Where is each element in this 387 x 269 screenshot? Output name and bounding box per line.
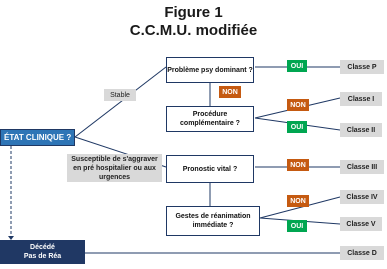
class-iii: Classe III	[340, 160, 384, 174]
answer-non-psy: NON	[219, 86, 241, 98]
answer-non-prognosis: NON	[287, 159, 309, 171]
class-i: Classe I	[340, 92, 382, 106]
death-line-2: Pas de Réa	[23, 253, 62, 260]
question-gestures-box: Gestes de réanimation immédiate ?	[166, 206, 260, 236]
answer-non-procedure: NON	[287, 99, 309, 111]
death-line-1: Décédé	[30, 244, 55, 251]
aggravate-label: Susceptible de s'aggraver en pré hospitalier ou aux urgences	[67, 154, 162, 182]
class-d: Classe D	[340, 246, 384, 260]
question-psy-box: Problème psy dominant ?	[166, 57, 254, 83]
class-iv: Classe IV	[340, 190, 384, 204]
question-procedure-box: Procédure complémentaire ?	[166, 106, 254, 132]
answer-non-gestures: NON	[287, 195, 309, 207]
answer-oui-psy: OUI	[287, 60, 307, 72]
figure-title: Figure 1	[164, 4, 223, 21]
answer-oui-gestures: OUI	[287, 220, 307, 232]
clinical-state-box: ÉTAT CLINIQUE ?	[0, 129, 75, 146]
stable-label: Stable	[104, 89, 136, 101]
figure-subtitle: C.C.M.U. modifiée	[129, 22, 258, 39]
question-prognosis-box: Pronostic vital ?	[166, 155, 254, 183]
class-p: Classe P	[340, 60, 384, 74]
class-v: Classe V	[340, 217, 382, 231]
answer-oui-procedure: OUI	[287, 121, 307, 133]
class-ii: Classe II	[340, 123, 382, 137]
death-box	[0, 240, 85, 264]
